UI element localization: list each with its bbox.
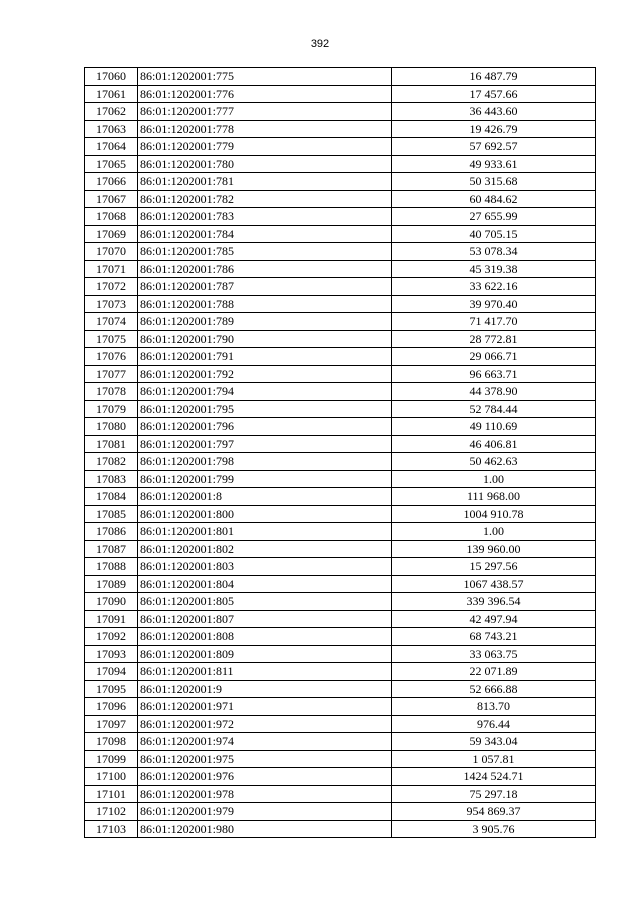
cadastral-number-cell: 86:01:1202001:791: [138, 348, 392, 366]
table-row: [85, 750, 596, 768]
cadastral-number-cell: 86:01:1202001:805: [138, 593, 392, 611]
table-row: [85, 435, 596, 453]
cadastral-number-cell: 86:01:1202001:980: [138, 820, 392, 838]
cadastral-number-cell: 86:01:1202001:788: [138, 295, 392, 313]
cadastral-number-cell: 86:01:1202001:809: [138, 645, 392, 663]
cadastral-number-cell: 86:01:1202001:978: [138, 785, 392, 803]
row-number-cell: 17081: [85, 435, 138, 453]
cadastral-number-cell: 86:01:1202001:782: [138, 190, 392, 208]
cadastral-value-cell: 50 462.63: [392, 453, 596, 471]
table-row: [85, 453, 596, 471]
cadastral-number-cell: 86:01:1202001:975: [138, 750, 392, 768]
row-number-cell: 17079: [85, 400, 138, 418]
cadastral-value-cell: 17 457.66: [392, 85, 596, 103]
cadastral-value-cell: 36 443.60: [392, 103, 596, 121]
table-row: [85, 85, 596, 103]
cadastral-number-cell: 86:01:1202001:8: [138, 488, 392, 506]
row-number-cell: 17093: [85, 645, 138, 663]
cadastral-number-cell: 86:01:1202001:802: [138, 540, 392, 558]
table-row: [85, 295, 596, 313]
table-row: [85, 138, 596, 156]
table-row: [85, 243, 596, 261]
row-number-cell: 17075: [85, 330, 138, 348]
table-row: [85, 540, 596, 558]
table-row: [85, 225, 596, 243]
table-row: [85, 190, 596, 208]
row-number-cell: 17064: [85, 138, 138, 156]
row-number-cell: 17080: [85, 418, 138, 436]
table-row: [85, 313, 596, 331]
cadastral-number-cell: 86:01:1202001:797: [138, 435, 392, 453]
cadastral-value-table: [84, 67, 596, 838]
cadastral-value-cell: 3 905.76: [392, 820, 596, 838]
row-number-cell: 17067: [85, 190, 138, 208]
table-row: [85, 733, 596, 751]
table-row: [85, 663, 596, 681]
table-row: [85, 260, 596, 278]
cadastral-number-cell: 86:01:1202001:974: [138, 733, 392, 751]
cadastral-number-cell: 86:01:1202001:776: [138, 85, 392, 103]
row-number-cell: 17102: [85, 803, 138, 821]
row-number-cell: 17084: [85, 488, 138, 506]
row-number-cell: 17073: [85, 295, 138, 313]
cadastral-value-cell: 49 933.61: [392, 155, 596, 173]
cadastral-number-cell: 86:01:1202001:798: [138, 453, 392, 471]
row-number-cell: 17094: [85, 663, 138, 681]
row-number-cell: 17089: [85, 575, 138, 593]
row-number-cell: 17065: [85, 155, 138, 173]
cadastral-value-cell: 60 484.62: [392, 190, 596, 208]
row-number-cell: 17061: [85, 85, 138, 103]
cadastral-value-cell: 22 071.89: [392, 663, 596, 681]
row-number-cell: 17077: [85, 365, 138, 383]
cadastral-number-cell: 86:01:1202001:800: [138, 505, 392, 523]
cadastral-value-cell: 28 772.81: [392, 330, 596, 348]
cadastral-value-cell: 40 705.15: [392, 225, 596, 243]
cadastral-number-cell: 86:01:1202001:785: [138, 243, 392, 261]
row-number-cell: 17060: [85, 68, 138, 86]
cadastral-value-cell: 46 406.81: [392, 435, 596, 453]
table-row: [85, 208, 596, 226]
table-row: [85, 523, 596, 541]
table-body: [85, 68, 596, 838]
cadastral-value-cell: 33 063.75: [392, 645, 596, 663]
row-number-cell: 17082: [85, 453, 138, 471]
table-row: [85, 698, 596, 716]
cadastral-number-cell: 86:01:1202001:808: [138, 628, 392, 646]
row-number-cell: 17103: [85, 820, 138, 838]
cadastral-value-cell: 976.44: [392, 715, 596, 733]
cadastral-value-cell: 53 078.34: [392, 243, 596, 261]
cadastral-value-cell: 1067 438.57: [392, 575, 596, 593]
cadastral-number-cell: 86:01:1202001:971: [138, 698, 392, 716]
cadastral-number-cell: 86:01:1202001:787: [138, 278, 392, 296]
cadastral-value-cell: 71 417.70: [392, 313, 596, 331]
row-number-cell: 17066: [85, 173, 138, 191]
cadastral-value-cell: 139 960.00: [392, 540, 596, 558]
cadastral-number-cell: 86:01:1202001:778: [138, 120, 392, 138]
table-row: [85, 803, 596, 821]
cadastral-number-cell: 86:01:1202001:789: [138, 313, 392, 331]
table-row: [85, 348, 596, 366]
cadastral-number-cell: 86:01:1202001:796: [138, 418, 392, 436]
cadastral-value-cell: 59 343.04: [392, 733, 596, 751]
cadastral-number-cell: 86:01:1202001:783: [138, 208, 392, 226]
row-number-cell: 17095: [85, 680, 138, 698]
cadastral-number-cell: 86:01:1202001:786: [138, 260, 392, 278]
row-number-cell: 17083: [85, 470, 138, 488]
row-number-cell: 17062: [85, 103, 138, 121]
cadastral-number-cell: 86:01:1202001:780: [138, 155, 392, 173]
cadastral-value-cell: 42 497.94: [392, 610, 596, 628]
table-row: [85, 593, 596, 611]
cadastral-number-cell: 86:01:1202001:792: [138, 365, 392, 383]
row-number-cell: 17097: [85, 715, 138, 733]
table-row: [85, 820, 596, 838]
row-number-cell: 17091: [85, 610, 138, 628]
cadastral-value-cell: 19 426.79: [392, 120, 596, 138]
row-number-cell: 17072: [85, 278, 138, 296]
cadastral-number-cell: 86:01:1202001:976: [138, 768, 392, 786]
cadastral-value-cell: 1.00: [392, 523, 596, 541]
cadastral-number-cell: 86:01:1202001:979: [138, 803, 392, 821]
cadastral-value-cell: 111 968.00: [392, 488, 596, 506]
cadastral-value-cell: 45 319.38: [392, 260, 596, 278]
row-number-cell: 17099: [85, 750, 138, 768]
cadastral-value-cell: 75 297.18: [392, 785, 596, 803]
cadastral-number-cell: 86:01:1202001:795: [138, 400, 392, 418]
table-row: [85, 278, 596, 296]
row-number-cell: 17074: [85, 313, 138, 331]
table-row: [85, 645, 596, 663]
cadastral-value-cell: 52 666.88: [392, 680, 596, 698]
cadastral-value-cell: 954 869.37: [392, 803, 596, 821]
table-row: [85, 400, 596, 418]
table-row: [85, 470, 596, 488]
cadastral-number-cell: 86:01:1202001:801: [138, 523, 392, 541]
row-number-cell: 17063: [85, 120, 138, 138]
cadastral-number-cell: 86:01:1202001:804: [138, 575, 392, 593]
table-row: [85, 418, 596, 436]
cadastral-value-cell: 52 784.44: [392, 400, 596, 418]
cadastral-number-cell: 86:01:1202001:779: [138, 138, 392, 156]
row-number-cell: 17071: [85, 260, 138, 278]
cadastral-number-cell: 86:01:1202001:794: [138, 383, 392, 401]
row-number-cell: 17090: [85, 593, 138, 611]
table-row: [85, 173, 596, 191]
cadastral-value-cell: 1004 910.78: [392, 505, 596, 523]
table-row: [85, 785, 596, 803]
cadastral-number-cell: 86:01:1202001:790: [138, 330, 392, 348]
table-row: [85, 558, 596, 576]
cadastral-number-cell: 86:01:1202001:777: [138, 103, 392, 121]
table-row: [85, 103, 596, 121]
cadastral-number-cell: 86:01:1202001:784: [138, 225, 392, 243]
cadastral-value-cell: 39 970.40: [392, 295, 596, 313]
cadastral-value-cell: 339 396.54: [392, 593, 596, 611]
cadastral-value-cell: 813.70: [392, 698, 596, 716]
table-row: [85, 575, 596, 593]
row-number-cell: 17069: [85, 225, 138, 243]
table-row: [85, 330, 596, 348]
table-row: [85, 505, 596, 523]
table-row: [85, 68, 596, 86]
table-row: [85, 628, 596, 646]
table-row: [85, 383, 596, 401]
cadastral-value-cell: 50 315.68: [392, 173, 596, 191]
row-number-cell: 17088: [85, 558, 138, 576]
cadastral-value-cell: 27 655.99: [392, 208, 596, 226]
table-row: [85, 488, 596, 506]
cadastral-number-cell: 86:01:1202001:775: [138, 68, 392, 86]
row-number-cell: 17068: [85, 208, 138, 226]
row-number-cell: 17076: [85, 348, 138, 366]
cadastral-value-cell: 15 297.56: [392, 558, 596, 576]
row-number-cell: 17085: [85, 505, 138, 523]
cadastral-number-cell: 86:01:1202001:972: [138, 715, 392, 733]
cadastral-value-cell: 1 057.81: [392, 750, 596, 768]
table-row: [85, 155, 596, 173]
cadastral-number-cell: 86:01:1202001:811: [138, 663, 392, 681]
row-number-cell: 17096: [85, 698, 138, 716]
row-number-cell: 17098: [85, 733, 138, 751]
cadastral-value-cell: 96 663.71: [392, 365, 596, 383]
cadastral-value-cell: 1.00: [392, 470, 596, 488]
page-number: 392: [310, 38, 330, 50]
table-row: [85, 680, 596, 698]
table-row: [85, 365, 596, 383]
cadastral-number-cell: 86:01:1202001:799: [138, 470, 392, 488]
cadastral-value-cell: 29 066.71: [392, 348, 596, 366]
cadastral-value-cell: 16 487.79: [392, 68, 596, 86]
row-number-cell: 17100: [85, 768, 138, 786]
table-row: [85, 768, 596, 786]
row-number-cell: 17078: [85, 383, 138, 401]
cadastral-number-cell: 86:01:1202001:9: [138, 680, 392, 698]
cadastral-number-cell: 86:01:1202001:781: [138, 173, 392, 191]
table-row: [85, 120, 596, 138]
row-number-cell: 17087: [85, 540, 138, 558]
cadastral-number-cell: 86:01:1202001:803: [138, 558, 392, 576]
cadastral-value-cell: 1424 524.71: [392, 768, 596, 786]
cadastral-value-cell: 49 110.69: [392, 418, 596, 436]
cadastral-value-cell: 57 692.57: [392, 138, 596, 156]
row-number-cell: 17092: [85, 628, 138, 646]
row-number-cell: 17070: [85, 243, 138, 261]
row-number-cell: 17086: [85, 523, 138, 541]
table-row: [85, 610, 596, 628]
row-number-cell: 17101: [85, 785, 138, 803]
cadastral-value-cell: 68 743.21: [392, 628, 596, 646]
cadastral-value-cell: 33 622.16: [392, 278, 596, 296]
cadastral-value-cell: 44 378.90: [392, 383, 596, 401]
table-row: [85, 715, 596, 733]
cadastral-number-cell: 86:01:1202001:807: [138, 610, 392, 628]
